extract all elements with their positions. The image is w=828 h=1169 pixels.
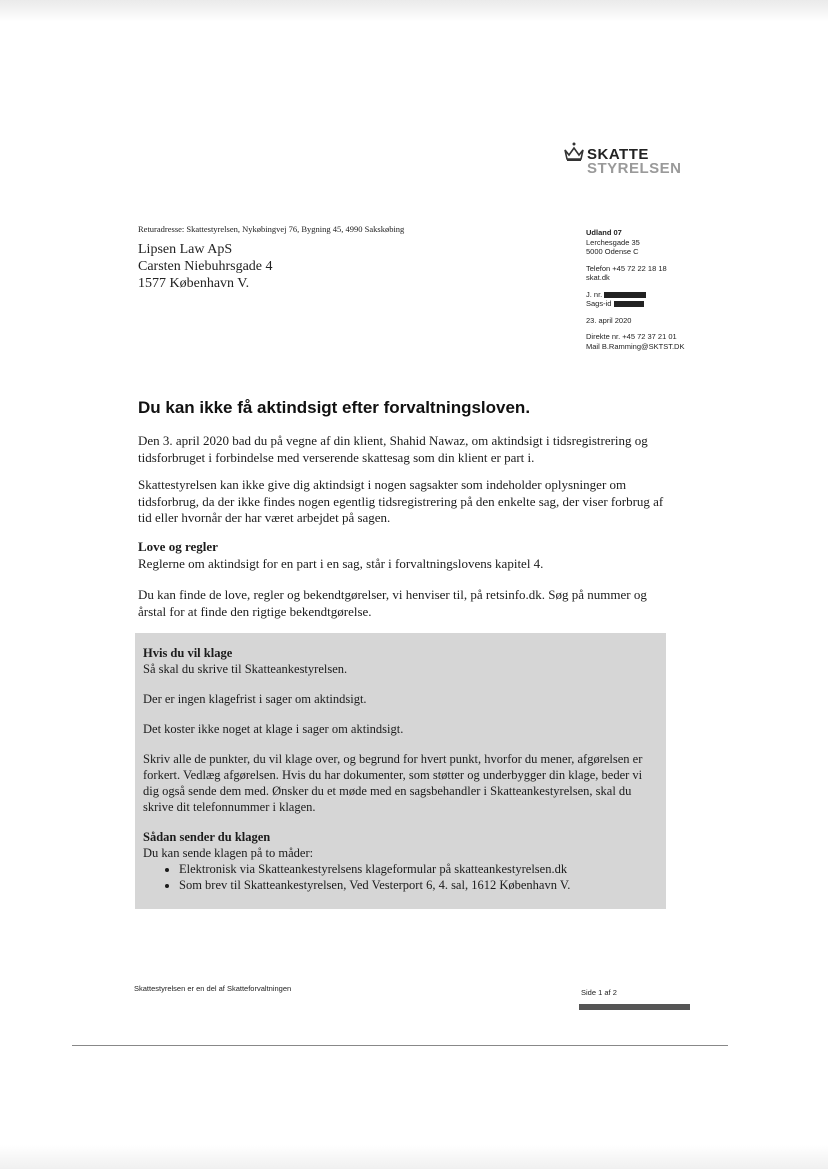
complaint-intro: Så skal du skrive til Skatteankestyrelsen. — [143, 662, 348, 676]
sender-web: skat.dk — [586, 273, 610, 282]
complaint-title: Hvis du vil klage — [143, 646, 233, 660]
logo-line-1: SKATTE — [587, 146, 649, 163]
case-label: Sags-id — [586, 299, 612, 308]
paragraph-text: Den 3. april 2020 bad du på vegne af din klient, Shahid Nawaz, om aktindsigt i tidsregistrering og tidsforbruget i forbindelse med verserende skattesag som din klient er part i. — [138, 433, 648, 465]
journal-label: J. nr. — [586, 289, 603, 299]
send-methods-list — [143, 861, 658, 893]
scan-shadow-bottom — [0, 1145, 828, 1169]
scan-shadow-top — [0, 0, 828, 22]
sender-direct-phone: Direkte nr. +45 72 37 21 01 — [586, 332, 677, 341]
sender-phone: Telefon +45 72 22 18 18 — [586, 263, 667, 273]
complaint-info-box — [135, 633, 666, 909]
list-item: • Elektronisk via Skatteankestyrelsens klageformular på skatteankestyrelsen.dk — [179, 861, 658, 877]
complaint-deadline: Der er ingen klagefrist i sager om aktindsigt. — [143, 692, 367, 706]
sender-street: Lerchesgade 35 — [586, 237, 640, 247]
rules-title: Love og regler — [138, 539, 218, 554]
paragraph-retsinfo — [138, 587, 670, 620]
recipient-address — [138, 241, 273, 292]
redaction-mark — [604, 292, 646, 298]
skattestyrelsen-logo — [563, 138, 683, 178]
journal-number — [586, 290, 684, 300]
footer-bar — [579, 1004, 690, 1010]
paragraph-decision — [138, 477, 670, 527]
rules-text: Reglerne om aktindsigt for en part i en sag, står i forvaltningslovens kapitel 4. — [138, 555, 544, 571]
complaint-cost: Det koster ikke noget at klage i sager om aktindsigt. — [143, 722, 404, 736]
paragraph-request — [138, 433, 670, 466]
footer-organisation: Skattestyrelsen er en del af Skatteforvaltningen — [134, 984, 292, 993]
send-intro: Du kan sende klagen på to måder: — [143, 846, 314, 860]
sender-details — [586, 228, 684, 351]
logo-line-2: STYRELSEN — [587, 160, 682, 177]
redaction-mark — [614, 301, 644, 307]
return-address: Returadresse: Skattestyrelsen, Nykøbingvej 76, Bygning 45, 4990 Sakskøbing — [138, 224, 405, 234]
case-id — [586, 299, 684, 309]
section-rules — [138, 539, 670, 572]
letter-heading: Du kan ikke få aktindsigt efter forvaltningsloven. — [138, 398, 531, 417]
sender-unit: Udland 07 — [586, 228, 622, 237]
page-divider — [72, 1045, 728, 1046]
recipient-name: Lipsen Law ApS — [138, 242, 233, 257]
letter-date: 23. april 2020 — [586, 315, 632, 325]
page-number: Side 1 af 2 — [581, 988, 617, 997]
recipient-street: Carsten Niebuhrsgade 4 — [138, 259, 273, 274]
send-title: Sådan sender du klagen — [143, 830, 271, 844]
paragraph-text: Du kan finde de love, regler og bekendtgørelser, vi henviser til, på retsinfo.dk. Søg på nummer og årstal for at finde den rigtige bekendtgørelse. — [138, 587, 647, 619]
list-item: • Som brev til Skatteankestyrelsen, Ved Vesterport 6, 4. sal, 1612 København V. — [179, 877, 658, 893]
sender-mail: Mail B.Ramming@SKTST.DK — [586, 341, 685, 351]
paragraph-text: Skattestyrelsen kan ikke give dig aktindsigt i nogen sagsakter som indeholder oplysninger om tidsforbrug, da der ikke findes nogen egentlig tidsregistrering på den enkelte sag, der viser forbrug af tid eller hvornår der har været arbejdet på sagen. — [138, 477, 664, 525]
recipient-city: 1577 København V. — [138, 276, 250, 291]
sender-city: 5000 Odense C — [586, 247, 639, 256]
crown-icon — [563, 142, 585, 162]
complaint-instructions: Skriv alle de punkter, du vil klage over, og begrund for hvert punkt, hvorfor du mener, afgørelsen er forkert. Vedlæg afgørelsen. Hvis du har dokumenter, som støtter og underbygger din klage, beder vi dig også sende dem med. Ønsker du et møde med en sagsbehandler i Skatteankestyrelsen, skal du skrive dit telefonnummer i klagen. — [143, 752, 643, 814]
